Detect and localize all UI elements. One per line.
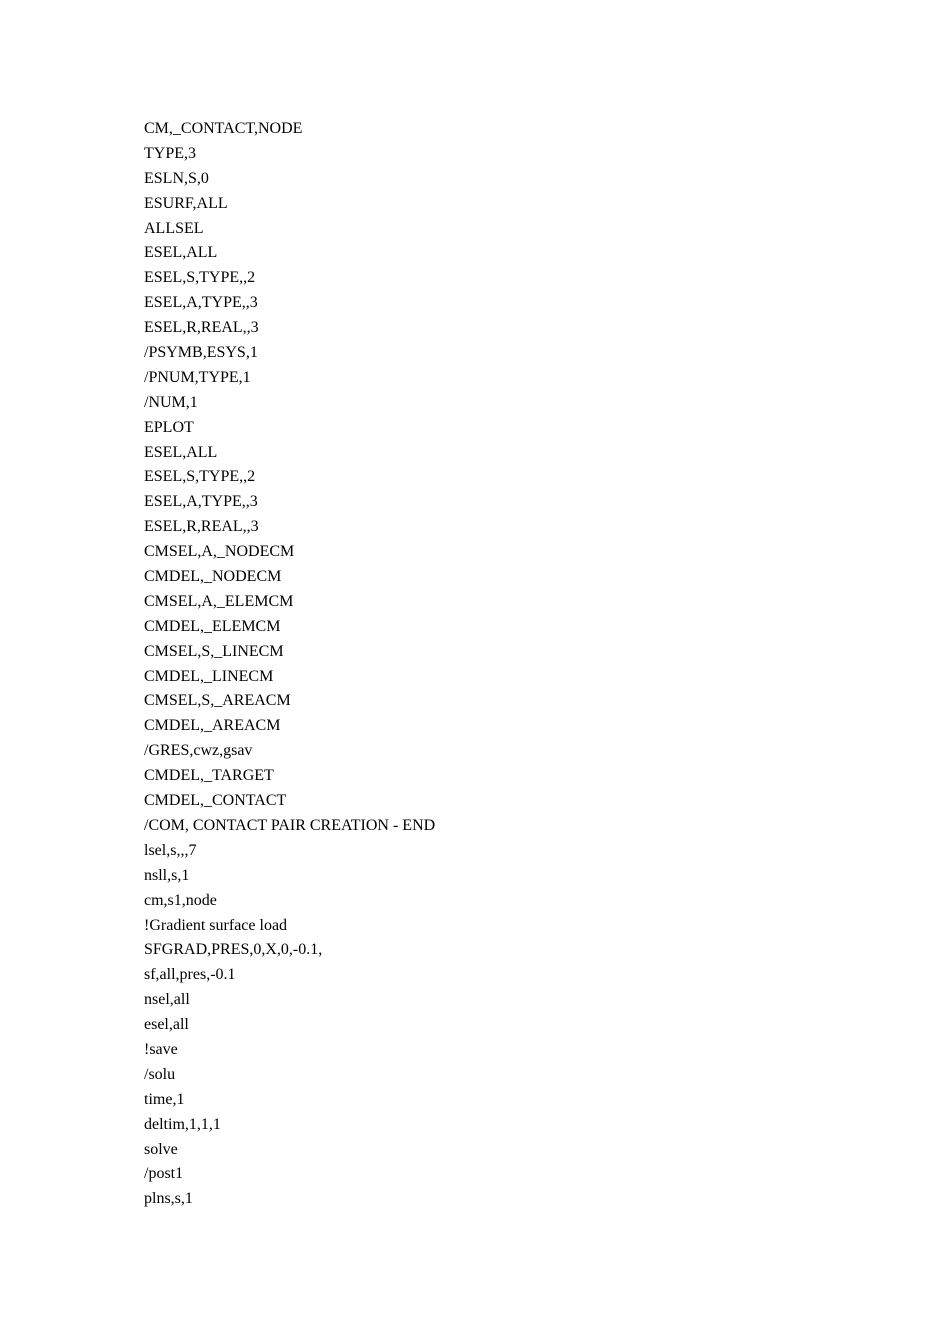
command-line: /NUM,1 xyxy=(144,393,198,411)
command-line: CMSEL,S,_LINECM xyxy=(144,642,284,660)
command-line: nsel,all xyxy=(144,991,190,1009)
command-listing xyxy=(144,117,435,1212)
command-line: /post1 xyxy=(144,1165,184,1183)
command-line: CMDEL,_ELEMCM xyxy=(144,617,281,635)
command-line: TYPE,3 xyxy=(144,144,196,162)
command-line: solve xyxy=(144,1140,178,1158)
command-line: ESEL,A,TYPE,,3 xyxy=(144,294,258,312)
command-line: /COM, CONTACT PAIR CREATION - END xyxy=(144,816,436,834)
command-line: !save xyxy=(144,1040,178,1058)
command-line: CMDEL,_LINECM xyxy=(144,667,274,685)
command-line: CMSEL,S,_AREACM xyxy=(144,692,291,710)
command-line: ESEL,R,REAL,,3 xyxy=(144,319,259,337)
command-line: CMSEL,A,_ELEMCM xyxy=(144,592,294,610)
command-line: ESEL,ALL xyxy=(144,443,218,461)
command-line: time,1 xyxy=(144,1090,185,1108)
command-line: /PSYMB,ESYS,1 xyxy=(144,344,258,362)
command-line: CMSEL,A,_NODECM xyxy=(144,543,295,561)
command-line: CMDEL,_CONTACT xyxy=(144,792,287,810)
command-line: ESLN,S,0 xyxy=(144,169,209,187)
command-line: ESEL,A,TYPE,,3 xyxy=(144,493,258,511)
command-line: ALLSEL xyxy=(144,219,204,237)
command-line: /solu xyxy=(144,1065,176,1083)
command-line: /GRES,cwz,gsav xyxy=(144,742,253,760)
command-line: ESEL,S,TYPE,,2 xyxy=(144,269,256,287)
command-line: CMDEL,_TARGET xyxy=(144,767,274,785)
command-line: EPLOT xyxy=(144,418,194,436)
command-line: cm,s1,node xyxy=(144,891,217,909)
command-line: plns,s,1 xyxy=(144,1190,193,1208)
command-line: ESEL,ALL xyxy=(144,244,218,262)
command-line: deltim,1,1,1 xyxy=(144,1115,221,1133)
command-line: !Gradient surface load xyxy=(144,916,288,934)
command-line: CMDEL,_AREACM xyxy=(144,717,281,735)
command-line: nsll,s,1 xyxy=(144,866,190,884)
command-line: /PNUM,TYPE,1 xyxy=(144,368,251,386)
command-line: CMDEL,_NODECM xyxy=(144,568,282,586)
command-line: SFGRAD,PRES,0,X,0,-0.1, xyxy=(144,941,323,959)
command-line: esel,all xyxy=(144,1016,189,1034)
command-line: ESEL,R,REAL,,3 xyxy=(144,518,259,536)
command-line: ESURF,ALL xyxy=(144,194,228,212)
command-line: sf,all,pres,-0.1 xyxy=(144,966,236,984)
command-line: CM,_CONTACT,NODE xyxy=(144,120,303,137)
command-line: lsel,s,,,7 xyxy=(144,841,197,859)
command-line: ESEL,S,TYPE,,2 xyxy=(144,468,256,486)
